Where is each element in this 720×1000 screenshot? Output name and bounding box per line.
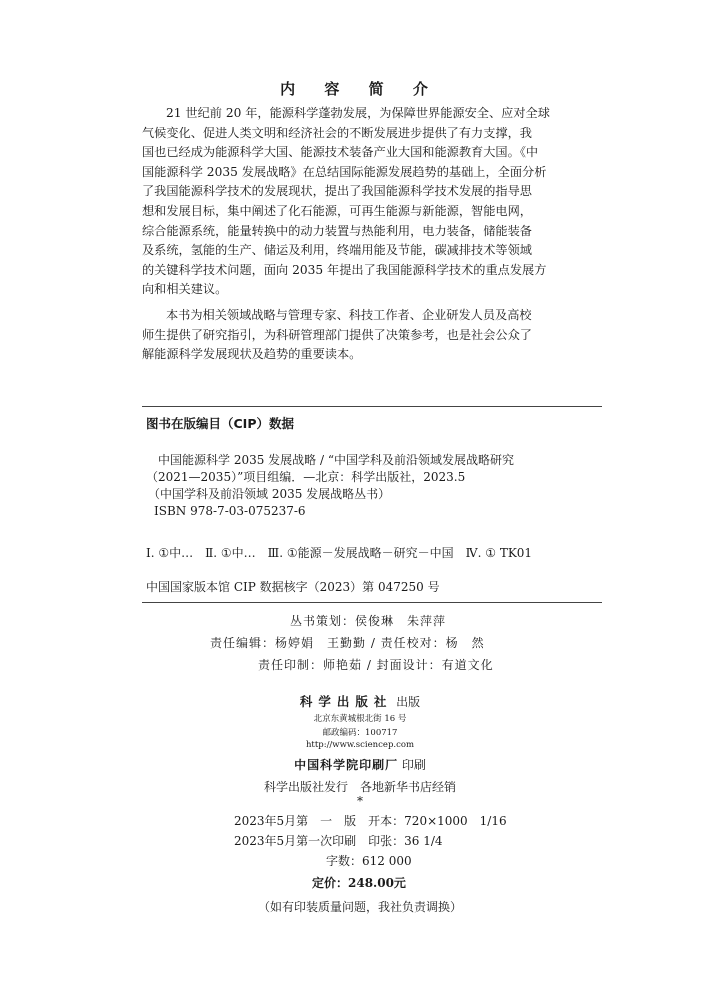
divider-bottom	[142, 602, 602, 603]
cip-classification: Ⅰ. ①中… Ⅱ. ①中… Ⅲ. ①能源－发展战略－研究－中国 Ⅳ. ① TK01	[146, 546, 533, 560]
text-line: 解能源科学发展现状及趋势的重要读本。	[142, 347, 362, 362]
publisher-suffix: 出版	[396, 695, 421, 709]
quality-notice: （如有印装质量问题，我社负责调换）	[257, 900, 462, 914]
text-line: 中国能源科学 2035 发展战略 / “中国学科及前沿领域发展战略研究	[158, 453, 514, 467]
text-line: 国也已经成为能源科学大国、能源技术装备产业大国和能源教育大国。《中	[142, 145, 539, 160]
text-line: 了我国能源科学技术的发展现状，提出了我国能源科学技术发展的指导思	[142, 184, 532, 199]
text-line: 师生提供了研究指引，为科研管理部门提供了决策参考，也是社会公众了	[142, 327, 532, 342]
series-planning-credit: 丛书策划：侯俊琳 朱萍萍	[290, 614, 447, 628]
intro-paragraph-1	[142, 104, 598, 300]
text-line: 向和相关建议。	[142, 282, 228, 297]
text-line: （中国学科及前沿领域 2035 发展战略丛书）	[148, 487, 391, 501]
text-line: 本书为相关领域战略与管理专家、科技工作者、企业研发人员及高校	[166, 308, 532, 322]
price: 定价：248.00元	[312, 876, 406, 890]
text-line: 的关键科学技术问题，面向 2035 年提出了我国能源科学技术的重点发展方	[142, 262, 547, 277]
publisher-address: 北京东黄城根北街 16 号	[313, 714, 407, 724]
text-line: 国能源科学 2035 发展战略》在总结国际能源发展趋势的基础上，全面分析	[142, 164, 547, 179]
text-line: 21 世纪前 20 年，能源科学蓬勃发展，为保障世界能源安全、应对全球	[166, 106, 550, 120]
intro-title: 内 容 简 介	[280, 80, 440, 98]
publisher-website: http://www.sciencep.com	[305, 740, 415, 750]
printer-line	[0, 756, 720, 773]
cip-body	[146, 452, 596, 520]
distribution-line: 科学出版社发行 各地新华书店经销	[263, 780, 456, 794]
editors-credit: 责任编辑：杨婷娟 王勤勤 / 责任校对：杨 然	[210, 636, 485, 650]
printer-suffix: 印刷	[401, 758, 426, 772]
word-count: 字数：612 000	[326, 854, 412, 868]
text-line: ISBN 978-7-03-075237-6	[154, 504, 306, 518]
text-line: 及系统，氢能的生产、储运及利用，终端用能及节能，碳减排技术等领域	[142, 243, 532, 258]
intro-paragraph-2	[142, 306, 598, 365]
cip-record: 中国国家版本馆 CIP 数据核字（2023）第 047250 号	[146, 580, 440, 594]
printing-credit: 责任印制：师艳茹 / 封面设计：有道文化	[258, 658, 494, 672]
text-line: （2021—2035）”项目组编．—北京：科学出版社，2023.5	[146, 470, 466, 484]
publisher-logo: 科学出版社	[299, 694, 393, 709]
edition-line: 2023年5月第 一 版 开本：720×1000 1/16	[234, 814, 507, 828]
divider-top	[142, 406, 602, 407]
text-line: 气候变化、促进人类文明和经济社会的不断发展进步提供了有力支撑，我	[142, 125, 532, 140]
printer-logo: 中国科学院印刷厂	[294, 758, 399, 772]
cip-heading: 图书在版编目（CIP）数据	[146, 416, 294, 431]
publisher-postcode: 邮政编码：100717	[322, 728, 398, 738]
impression-line: 2023年5月第一次印刷 印张：36 1/4	[234, 834, 443, 848]
publisher-line	[0, 692, 720, 710]
text-line: 综合能源系统，能量转换中的动力装置与热能利用，电力装备，储能装备	[142, 223, 532, 238]
separator-star: *	[357, 794, 363, 808]
text-line: 想和发展目标，集中阐述了化石能源，可再生能源与新能源，智能电网，	[142, 203, 532, 218]
